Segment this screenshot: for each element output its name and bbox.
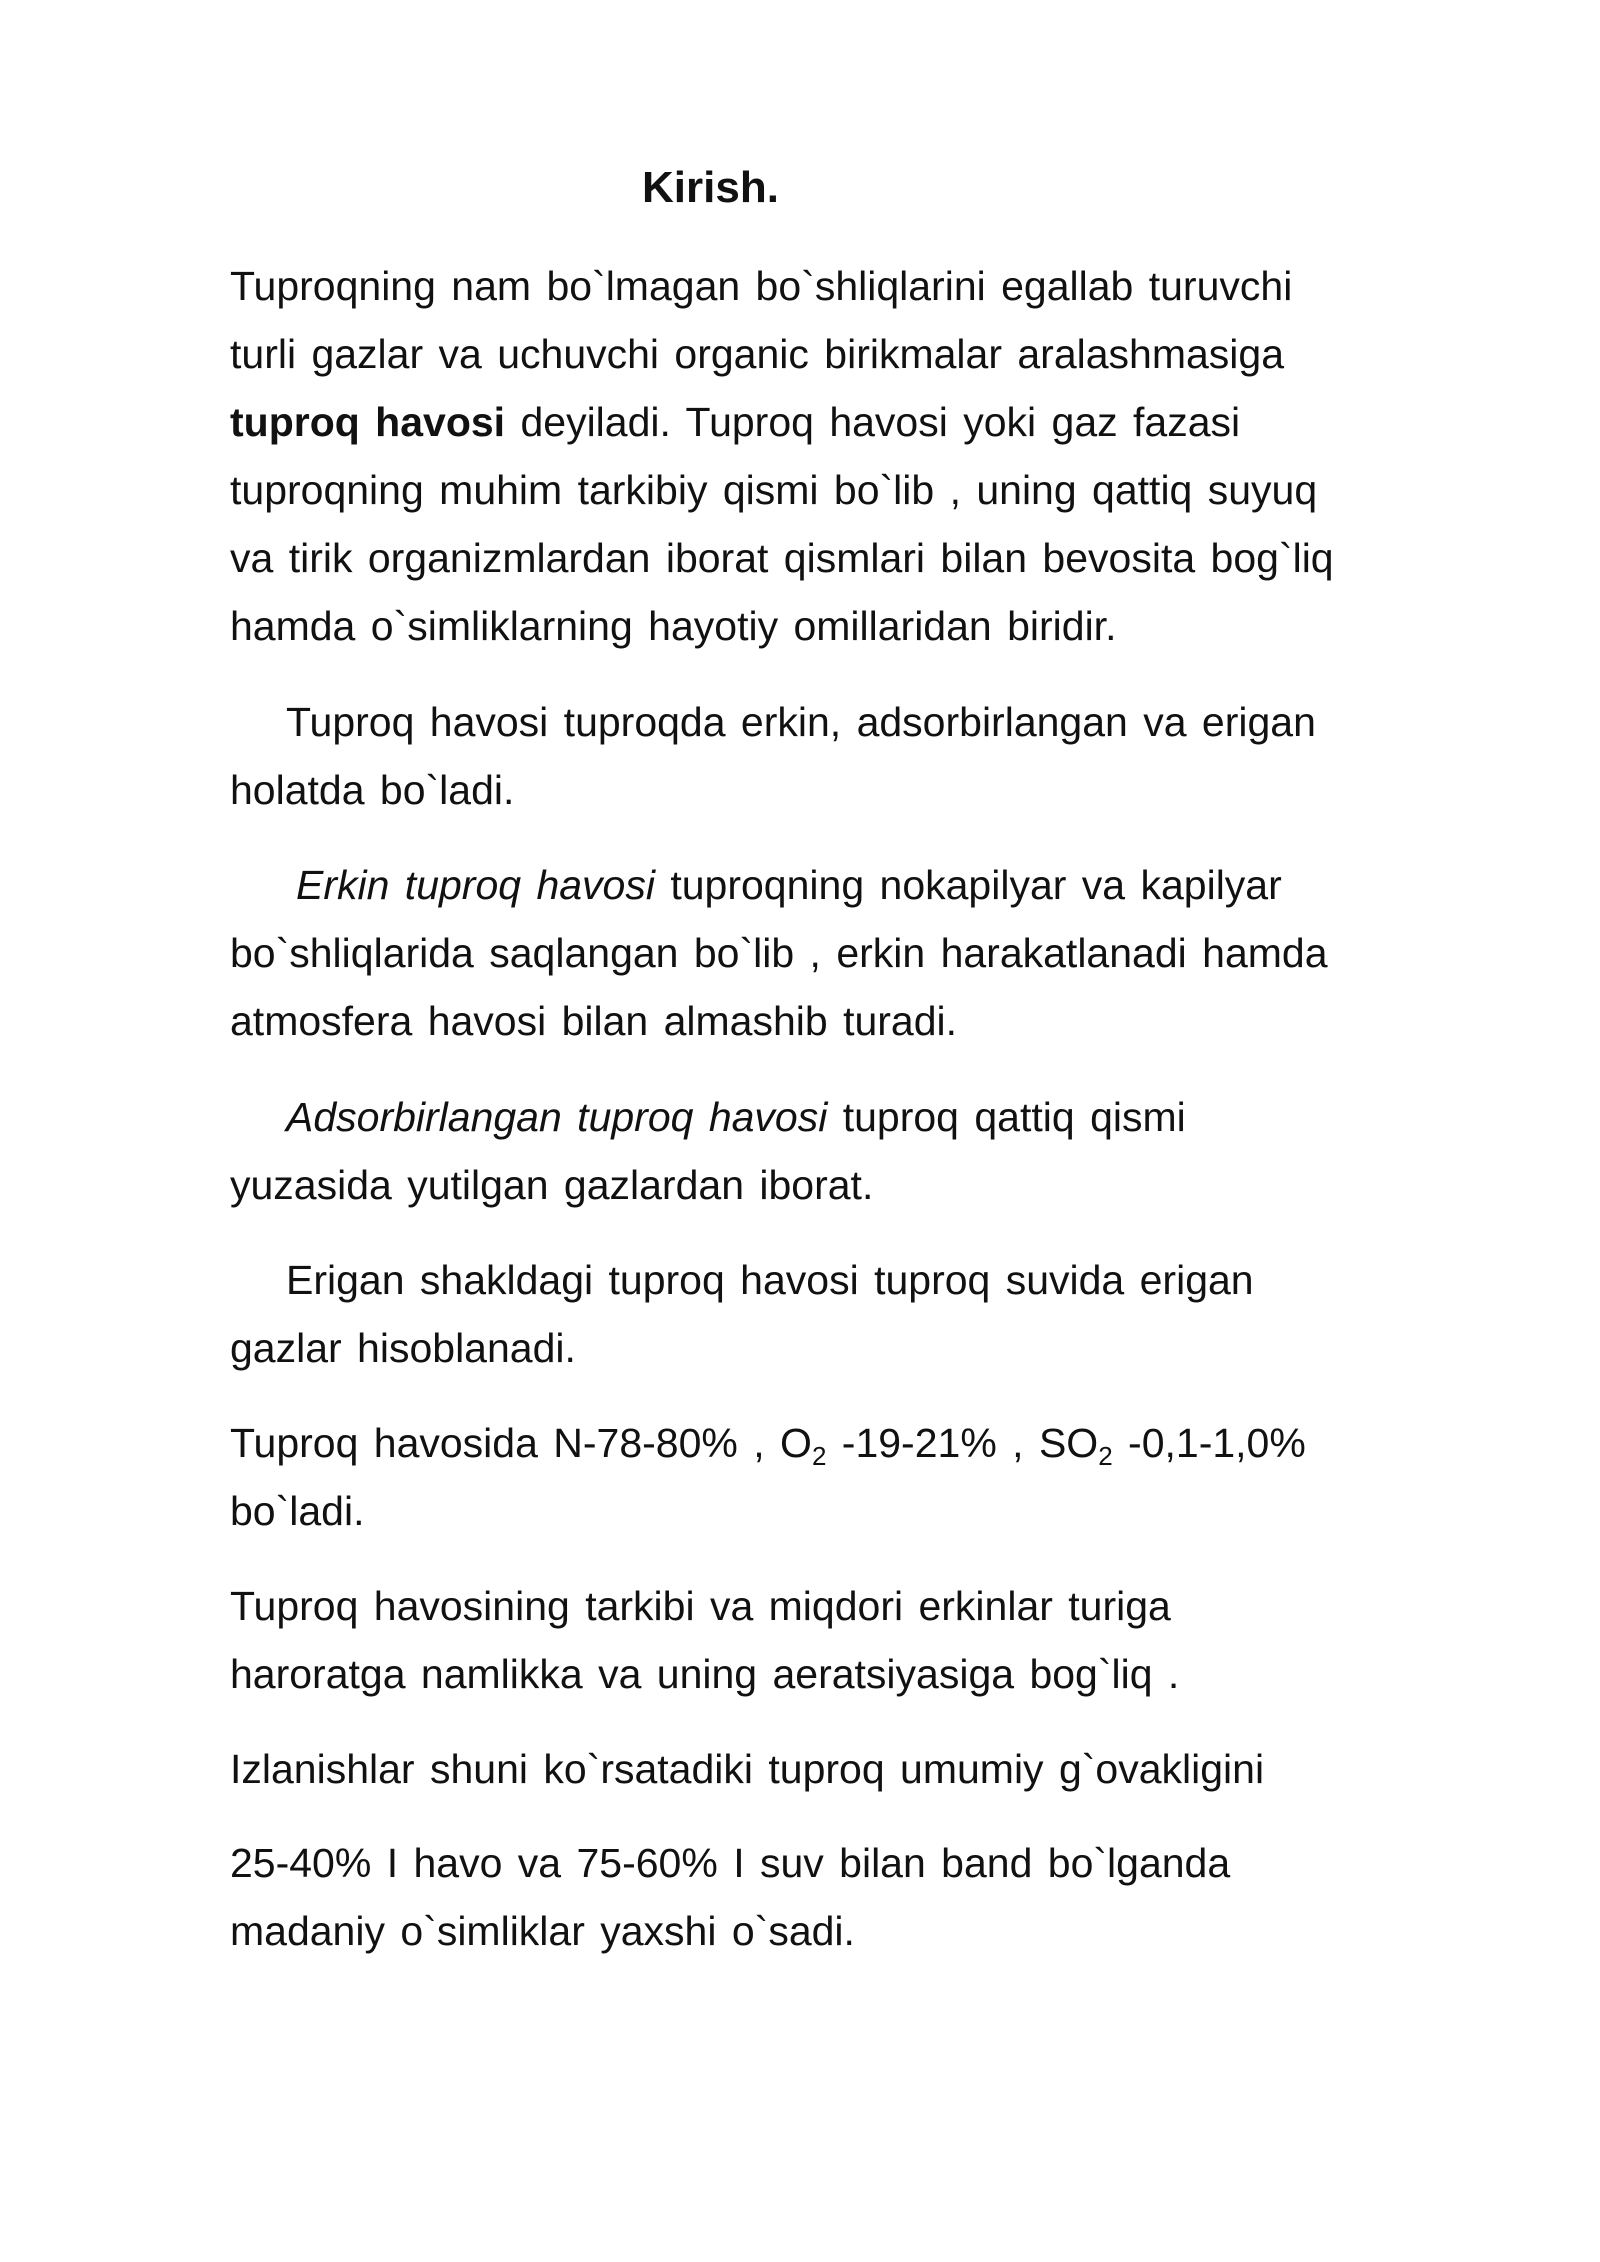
text-line: yuzasida yutilgan gazlardan iborat. xyxy=(230,1162,874,1208)
paragraph-states xyxy=(230,688,1520,824)
subscript: 2 xyxy=(1098,1441,1113,1471)
paragraph-dependence xyxy=(230,1572,1520,1708)
page-title: Kirish. xyxy=(642,163,779,212)
paragraph-composition xyxy=(230,1409,1520,1545)
text-run: Tuproq havosida N-78-80% , O xyxy=(230,1420,812,1466)
text-line: Tuproqning nam bo`lmagan bo`shliqlarini egallab turuvchi xyxy=(230,263,1293,309)
text-line: Izlanishlar shuni ko`rsatadiki tuproq umumiy g`ovakligini xyxy=(230,1746,1265,1792)
italic-term: Erkin tuproq havosi xyxy=(296,862,655,908)
text-line: turli gazlar va uchuvchi organic birikmalar aralashmasiga xyxy=(230,331,1285,377)
paragraph-research xyxy=(230,1735,1520,1803)
text-line: atmosfera havosi bilan almashib turadi. xyxy=(230,998,958,1044)
text-run: tuproq qattiq qismi xyxy=(827,1094,1186,1140)
text-line: tuproqning muhim tarkibiy qismi bo`lib , uning qattiq suyuq xyxy=(230,467,1318,513)
paragraph-porosity xyxy=(230,1829,1520,1965)
text-run: deyiladi. Tuproq havosi yoki gaz fazasi xyxy=(505,399,1241,445)
text-line: hamda o`simliklarning hayotiy omillaridan biridir. xyxy=(230,603,1117,649)
text-line: 25-40% I havo va 75-60% I suv bilan band bo`lganda xyxy=(230,1840,1231,1886)
paragraph-dissolved-air xyxy=(230,1246,1520,1382)
text-line: gazlar hisoblanadi. xyxy=(230,1325,576,1371)
paragraph-free-air xyxy=(230,851,1520,1055)
text-run: -19-21% , SO xyxy=(826,1420,1099,1466)
text-line: haroratga namlikka va uning aeratsiyasiga bog`liq . xyxy=(230,1651,1180,1697)
text-line xyxy=(230,851,1520,919)
text-line: holatda bo`ladi. xyxy=(230,767,515,813)
text-line xyxy=(230,1083,1520,1151)
text-run: tuproqning nokapilyar va kapilyar xyxy=(654,862,1282,908)
subscript: 2 xyxy=(811,1441,827,1471)
text-line: Tuproq havosi tuproqda erkin, adsorbirlangan va erigan xyxy=(286,699,1316,745)
text-line: bo`ladi. xyxy=(230,1488,365,1534)
italic-term: Adsorbirlangan tuproq havosi xyxy=(286,1094,828,1140)
paragraph-definition xyxy=(230,252,1520,660)
text-line: Tuproq havosining tarkibi va miqdori erkinlar turiga xyxy=(230,1583,1171,1629)
text-run: -0,1-1,0% xyxy=(1112,1420,1306,1466)
text-line: madaniy o`simliklar yaxshi o`sadi. xyxy=(230,1908,855,1954)
text-line xyxy=(230,388,1520,456)
text-line: bo`shliqlarida saqlangan bo`lib , erkin harakatlanadi hamda xyxy=(230,930,1328,976)
text-line xyxy=(230,1409,1520,1477)
paragraph-adsorbed-air xyxy=(230,1083,1520,1219)
bold-term: tuproq havosi xyxy=(230,399,506,445)
text-line: va tirik organizmlardan iborat qismlari bilan bevosita bog`liq xyxy=(230,535,1334,581)
text-line: Erigan shakldagi tuproq havosi tuproq suvida erigan xyxy=(286,1257,1254,1303)
